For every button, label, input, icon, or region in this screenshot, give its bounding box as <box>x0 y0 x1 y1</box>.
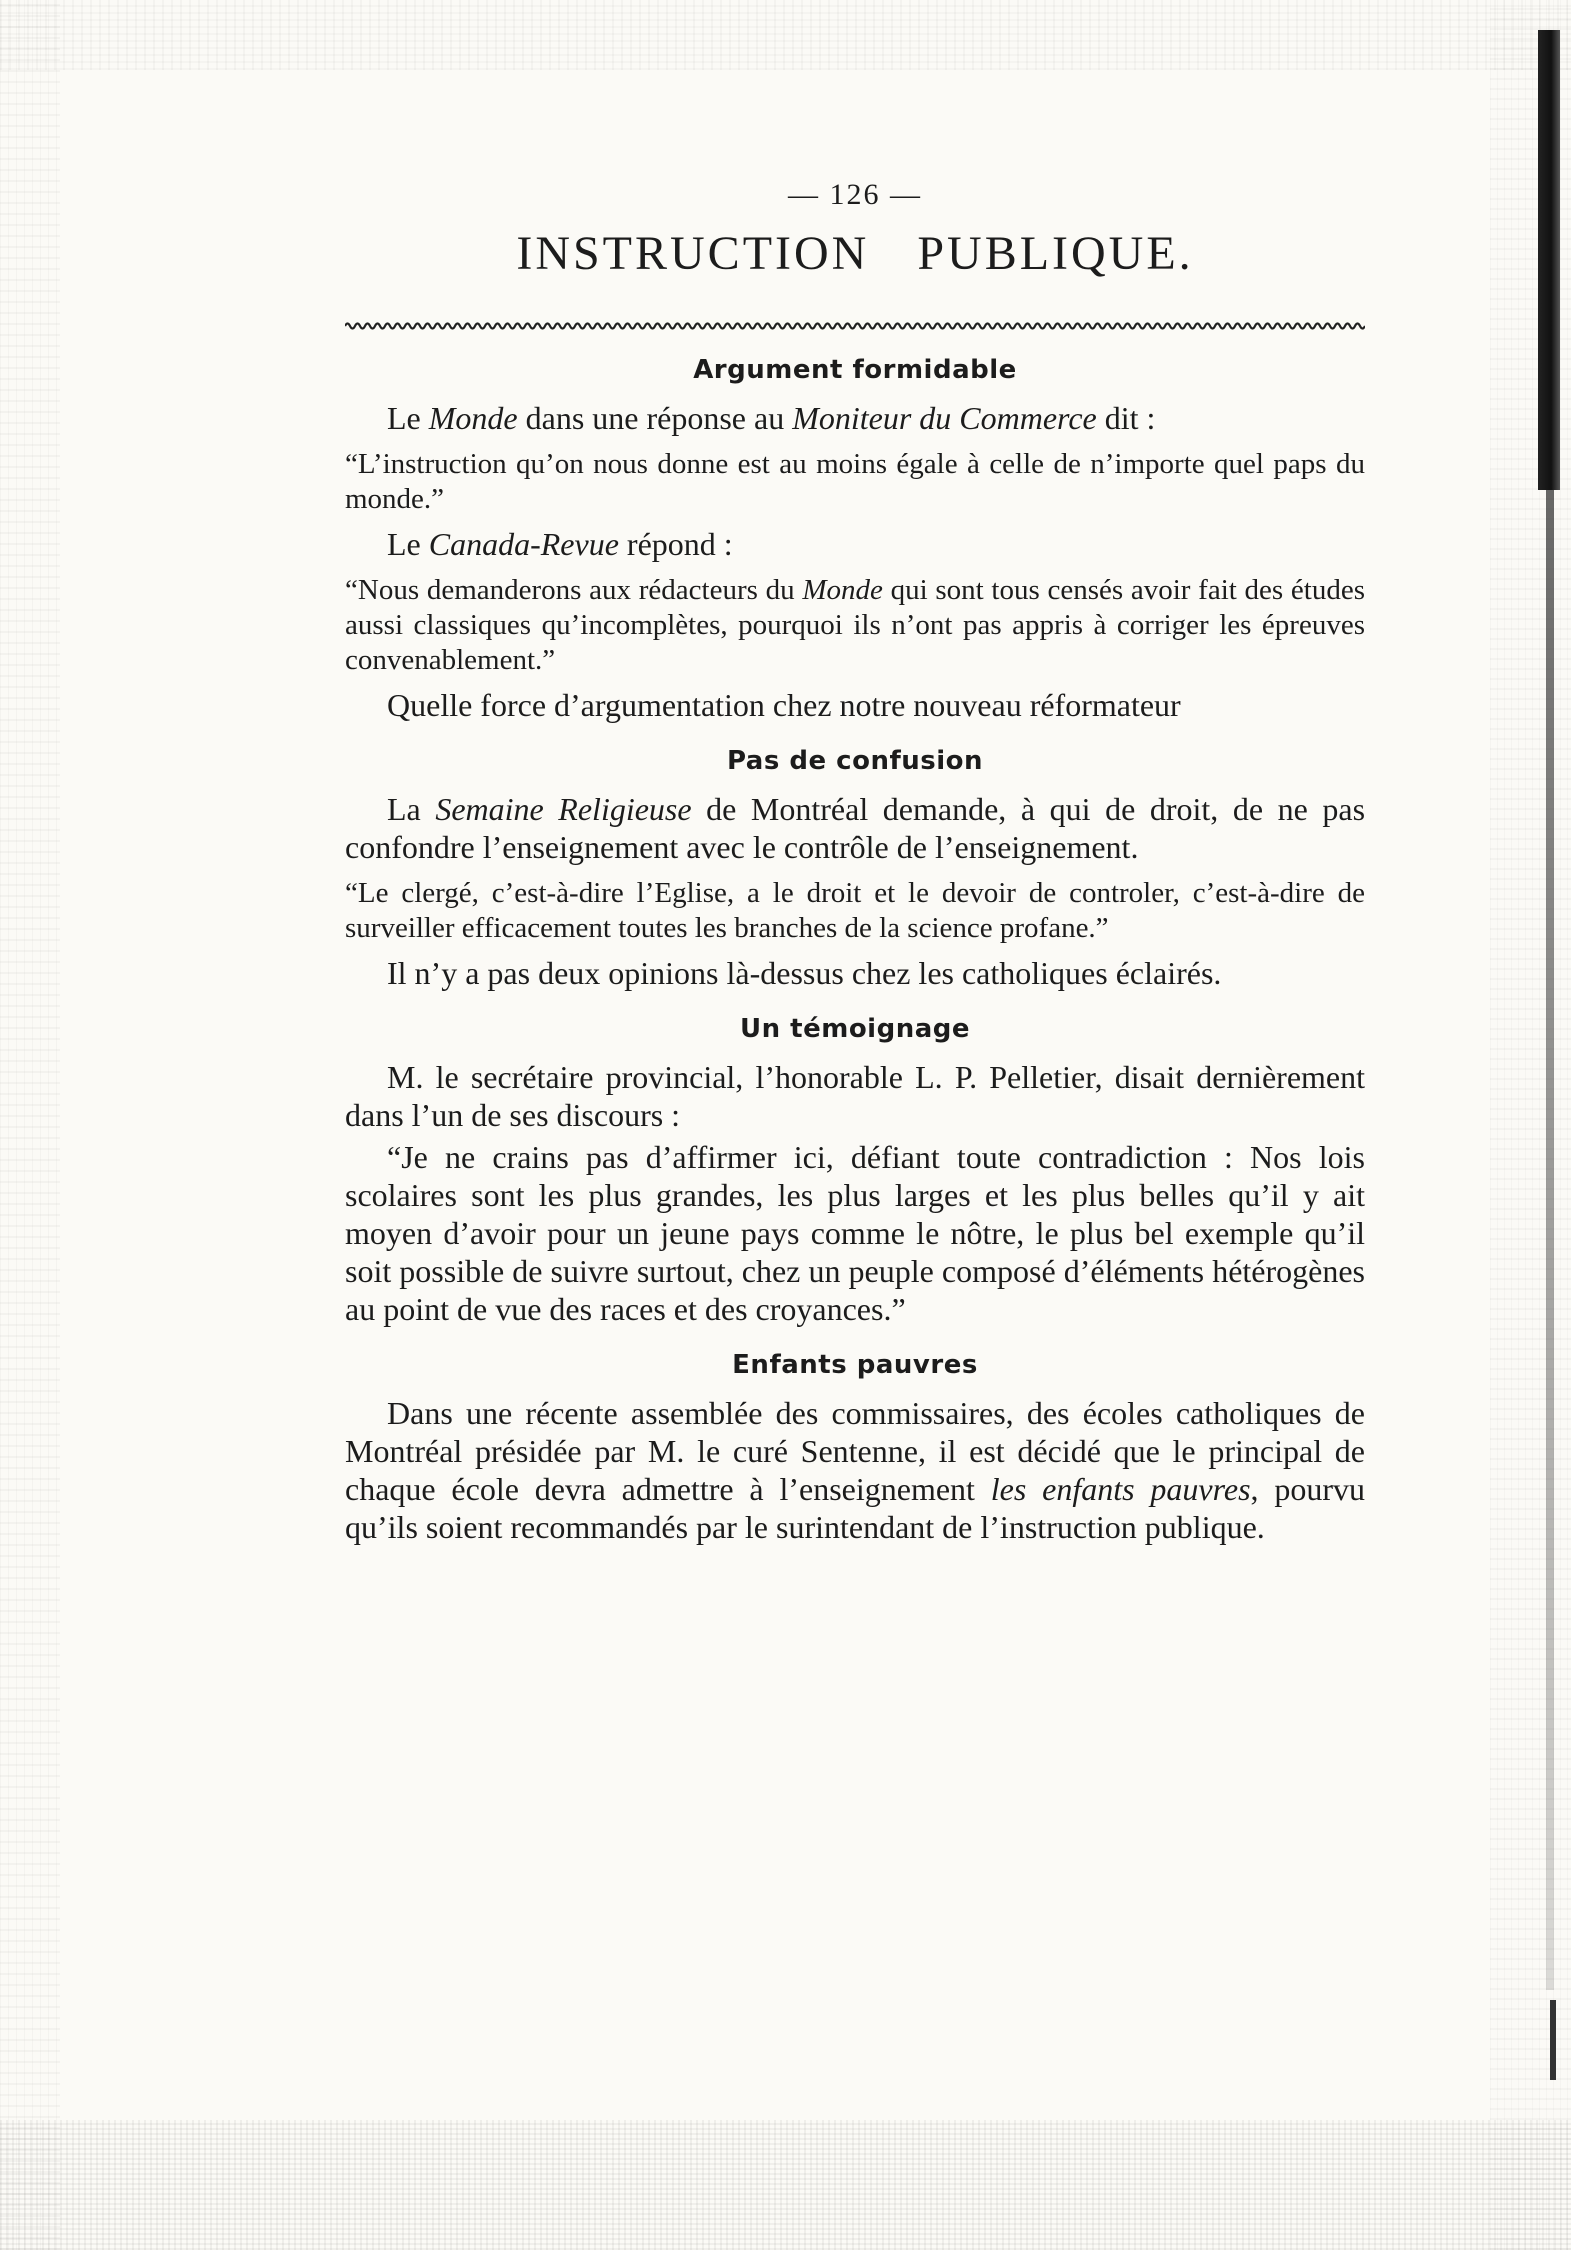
paragraph <box>345 790 1365 866</box>
quotation: “Je ne crains pas d’affirmer ici, défiant toute contradiction : Nos lois scolaires sont les plus grandes, les plus larges et les plus belles qu’il y ait moyen d’avoir pour un jeune pays comme le nôtre, le plus bel exemple qu’il soit possible de suivre surtout, chez un peuple composé d’éléments hétérogènes au point de vue des races et des croyances.” <box>345 1139 1365 1327</box>
text-run: Le <box>387 400 429 436</box>
paragraph <box>345 399 1365 437</box>
italic-title: Monde <box>428 400 518 436</box>
italic-title: Monde <box>802 574 883 606</box>
scan-speckle-left <box>0 0 60 2250</box>
page-number: — 126 — <box>788 178 922 211</box>
paragraph <box>345 1394 1365 1546</box>
article-pas-de-confusion <box>345 746 1365 992</box>
quotation <box>345 573 1365 678</box>
scan-edge-mark <box>1550 2000 1556 2080</box>
italic-title: Semaine Religieuse <box>435 791 692 827</box>
paragraph: M. le secrétaire provincial, l’honorable L. P. Pelletier, disait dernièrement dans l’un de ses discours : <box>345 1059 1365 1133</box>
running-title-word-2: PUBLIQUE. <box>917 227 1194 280</box>
wavy-rule <box>345 319 1365 333</box>
text-run: de Montréal demande, à qui de droit, de ne pas confondre l’enseignement avec le contrôle de l’enseignement. <box>345 791 1366 865</box>
text-run: Dans une récente assemblée des commissaires, des écoles catholiques de Montréal présidée par M. le curé Sentenne, il est décidé que le principal de chaque école devra admettre à l’enseignement <box>345 1395 1365 1507</box>
text-run: dit : <box>1096 400 1156 436</box>
italic-phrase: les enfants pauvres <box>990 1471 1251 1507</box>
section-heading: Argument formidable <box>693 355 1017 385</box>
article-enfants-pauvres <box>345 1350 1365 1546</box>
text-run: dans une réponse au <box>517 400 793 436</box>
quotation: “Le clergé, c’est-à-dire l’Eglise, a le droit et le devoir de controler, c’est-à-dire de surveiller efficacement toutes les branches de la science profane.” <box>345 877 1365 944</box>
scan-speckle-top <box>0 0 1571 70</box>
text-run: Le <box>387 526 429 562</box>
section-heading: Un témoignage <box>739 1014 970 1044</box>
italic-title: Canada-Revue <box>428 526 619 562</box>
paragraph <box>345 525 1365 563</box>
text-run: qui sont tous censés avoir fait des études aussi classiques qu’incomplètes, pourquoi ils n’ont pas appris à corriger les épreuves convenablement.” <box>345 574 1366 676</box>
section-heading: Pas de confusion <box>726 746 984 776</box>
italic-title: Moniteur du Commerce <box>792 400 1097 436</box>
paragraph: Il n’y a pas deux opinions là-dessus chez les catholiques éclairés. <box>387 955 1222 991</box>
article-un-temoignage <box>345 1014 1365 1328</box>
document-page <box>345 178 1365 1546</box>
text-run: La <box>387 791 436 827</box>
quotation: “L’instruction qu’on nous donne est au moins égale à celle de n’importe quel paps du monde.” <box>345 448 1365 515</box>
text-run: “Nous demanderons aux rédacteurs du <box>345 574 803 606</box>
text-run: , pourvu qu’ils soient recommandés par le surintendant de l’instruction publique. <box>345 1471 1366 1545</box>
scan-speckle-bottom <box>0 2120 1571 2250</box>
scan-edge-shadow <box>1538 30 1560 490</box>
article-argument-formidable <box>345 355 1365 724</box>
running-title-word-1: INSTRUCTION <box>516 227 870 280</box>
paragraph: Quelle force d’argumentation chez notre nouveau réformateur <box>387 687 1181 723</box>
running-title <box>345 226 1365 281</box>
text-run: répond : <box>618 526 733 562</box>
section-heading: Enfants pauvres <box>732 1350 978 1380</box>
scan-edge-shadow-lower <box>1546 490 1554 1990</box>
